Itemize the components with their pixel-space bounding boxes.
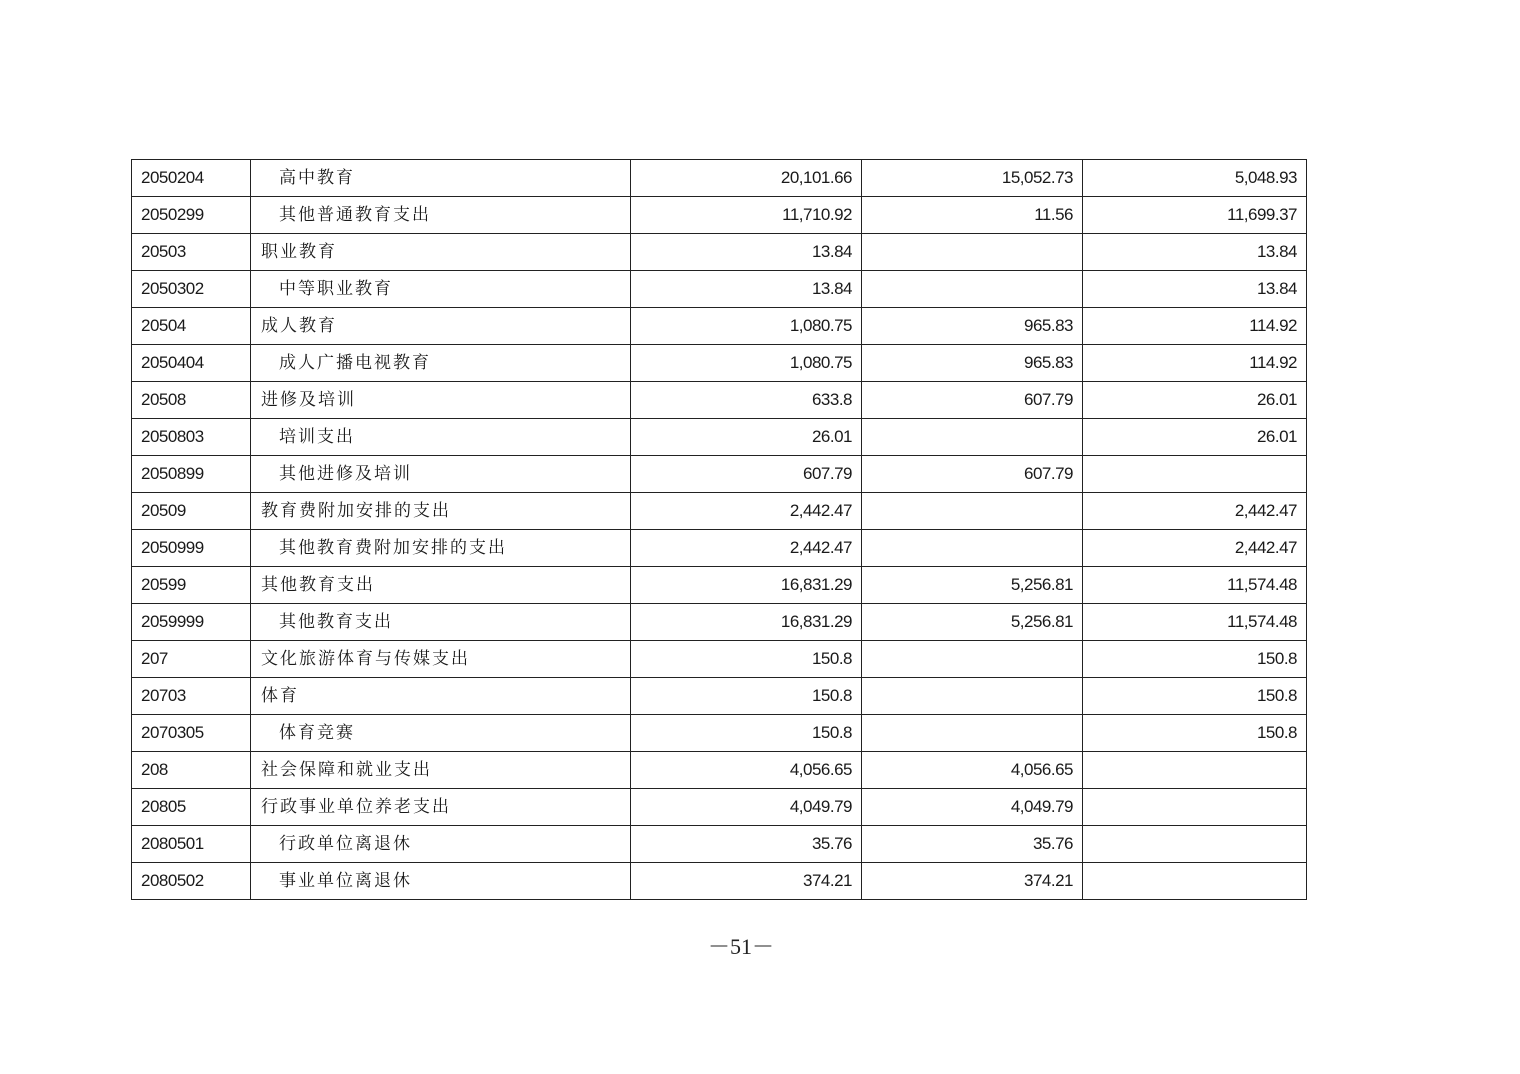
page-number: －51－	[707, 934, 774, 959]
row-name-cell: 进修及培训	[251, 382, 631, 419]
row-name-cell: 其他教育费附加安排的支出	[251, 530, 631, 567]
row-name-cell: 行政单位离退休	[251, 826, 631, 863]
row-total-cell: 2,442.47	[631, 530, 862, 567]
row-basic-cell	[862, 493, 1083, 530]
row-project-cell	[1083, 789, 1307, 826]
table-row	[132, 826, 1307, 863]
row-project-cell: 11,699.37	[1083, 197, 1307, 234]
row-total-cell: 13.84	[631, 271, 862, 308]
row-project-cell: 13.84	[1083, 271, 1307, 308]
row-code-cell: 20503	[132, 234, 251, 271]
row-basic-cell	[862, 530, 1083, 567]
row-project-cell: 11,574.48	[1083, 604, 1307, 641]
row-code-cell: 2050302	[132, 271, 251, 308]
table-row	[132, 752, 1307, 789]
row-project-cell: 26.01	[1083, 382, 1307, 419]
table-row	[132, 419, 1307, 456]
budget-table-body	[132, 160, 1307, 900]
row-code-cell: 2050404	[132, 345, 251, 382]
row-project-cell: 150.8	[1083, 678, 1307, 715]
row-name-cell: 社会保障和就业支出	[251, 752, 631, 789]
row-code-cell: 20599	[132, 567, 251, 604]
row-code-cell: 2050204	[132, 160, 251, 197]
row-project-cell	[1083, 826, 1307, 863]
row-code-cell: 2050899	[132, 456, 251, 493]
row-name-cell: 其他进修及培训	[251, 456, 631, 493]
row-code-cell: 20509	[132, 493, 251, 530]
table-row	[132, 493, 1307, 530]
table-row	[132, 197, 1307, 234]
row-total-cell: 150.8	[631, 715, 862, 752]
row-total-cell: 2,442.47	[631, 493, 862, 530]
table-row	[132, 863, 1307, 900]
row-total-cell: 11,710.92	[631, 197, 862, 234]
row-project-cell: 114.92	[1083, 345, 1307, 382]
row-name-cell: 其他教育支出	[251, 567, 631, 604]
row-project-cell: 2,442.47	[1083, 493, 1307, 530]
table-row	[132, 160, 1307, 197]
row-code-cell: 2050803	[132, 419, 251, 456]
row-total-cell: 26.01	[631, 419, 862, 456]
row-project-cell: 2,442.47	[1083, 530, 1307, 567]
row-total-cell: 35.76	[631, 826, 862, 863]
row-basic-cell: 4,056.65	[862, 752, 1083, 789]
row-code-cell: 208	[132, 752, 251, 789]
row-basic-cell: 5,256.81	[862, 567, 1083, 604]
row-total-cell: 16,831.29	[631, 567, 862, 604]
row-code-cell: 20504	[132, 308, 251, 345]
row-code-cell: 2070305	[132, 715, 251, 752]
table-row	[132, 604, 1307, 641]
row-basic-cell: 5,256.81	[862, 604, 1083, 641]
table-row	[132, 271, 1307, 308]
table-row	[132, 456, 1307, 493]
table-row	[132, 715, 1307, 752]
row-name-cell: 事业单位离退休	[251, 863, 631, 900]
row-name-cell: 体育竞赛	[251, 715, 631, 752]
row-code-cell: 207	[132, 641, 251, 678]
row-name-cell: 成人广播电视教育	[251, 345, 631, 382]
table-row	[132, 308, 1307, 345]
row-total-cell: 4,049.79	[631, 789, 862, 826]
row-code-cell: 20703	[132, 678, 251, 715]
row-name-cell: 行政事业单位养老支出	[251, 789, 631, 826]
row-total-cell: 1,080.75	[631, 308, 862, 345]
row-name-cell: 其他普通教育支出	[251, 197, 631, 234]
row-name-cell: 教育费附加安排的支出	[251, 493, 631, 530]
row-total-cell: 150.8	[631, 641, 862, 678]
row-project-cell: 11,574.48	[1083, 567, 1307, 604]
budget-table	[131, 159, 1307, 900]
row-basic-cell	[862, 715, 1083, 752]
row-code-cell: 2059999	[132, 604, 251, 641]
row-name-cell: 体育	[251, 678, 631, 715]
row-total-cell: 374.21	[631, 863, 862, 900]
row-basic-cell	[862, 234, 1083, 271]
table-row	[132, 567, 1307, 604]
table-row	[132, 789, 1307, 826]
row-name-cell: 职业教育	[251, 234, 631, 271]
table-row	[132, 530, 1307, 567]
row-basic-cell	[862, 641, 1083, 678]
row-total-cell: 13.84	[631, 234, 862, 271]
row-project-cell: 150.8	[1083, 715, 1307, 752]
row-code-cell: 2080502	[132, 863, 251, 900]
row-total-cell: 20,101.66	[631, 160, 862, 197]
row-code-cell: 2080501	[132, 826, 251, 863]
row-name-cell: 文化旅游体育与传媒支出	[251, 641, 631, 678]
row-name-cell: 其他教育支出	[251, 604, 631, 641]
row-project-cell: 114.92	[1083, 308, 1307, 345]
row-project-cell: 13.84	[1083, 234, 1307, 271]
row-project-cell: 5,048.93	[1083, 160, 1307, 197]
row-total-cell: 150.8	[631, 678, 862, 715]
row-basic-cell	[862, 419, 1083, 456]
table-row	[132, 234, 1307, 271]
row-basic-cell: 965.83	[862, 308, 1083, 345]
row-code-cell: 20805	[132, 789, 251, 826]
row-code-cell: 2050299	[132, 197, 251, 234]
row-total-cell: 607.79	[631, 456, 862, 493]
row-total-cell: 633.8	[631, 382, 862, 419]
row-basic-cell: 4,049.79	[862, 789, 1083, 826]
row-project-cell: 26.01	[1083, 419, 1307, 456]
row-name-cell: 培训支出	[251, 419, 631, 456]
row-total-cell: 4,056.65	[631, 752, 862, 789]
row-basic-cell: 607.79	[862, 382, 1083, 419]
row-project-cell: 150.8	[1083, 641, 1307, 678]
row-name-cell: 中等职业教育	[251, 271, 631, 308]
row-basic-cell	[862, 678, 1083, 715]
table-row	[132, 678, 1307, 715]
row-name-cell: 高中教育	[251, 160, 631, 197]
row-basic-cell: 15,052.73	[862, 160, 1083, 197]
row-project-cell	[1083, 752, 1307, 789]
table-row	[132, 382, 1307, 419]
row-total-cell: 16,831.29	[631, 604, 862, 641]
row-basic-cell: 11.56	[862, 197, 1083, 234]
row-basic-cell: 374.21	[862, 863, 1083, 900]
row-basic-cell: 35.76	[862, 826, 1083, 863]
row-code-cell: 20508	[132, 382, 251, 419]
row-code-cell: 2050999	[132, 530, 251, 567]
row-basic-cell	[862, 271, 1083, 308]
row-project-cell	[1083, 456, 1307, 493]
row-total-cell: 1,080.75	[631, 345, 862, 382]
row-basic-cell: 965.83	[862, 345, 1083, 382]
row-basic-cell: 607.79	[862, 456, 1083, 493]
table-row	[132, 345, 1307, 382]
table-row	[132, 641, 1307, 678]
row-project-cell	[1083, 863, 1307, 900]
row-name-cell: 成人教育	[251, 308, 631, 345]
